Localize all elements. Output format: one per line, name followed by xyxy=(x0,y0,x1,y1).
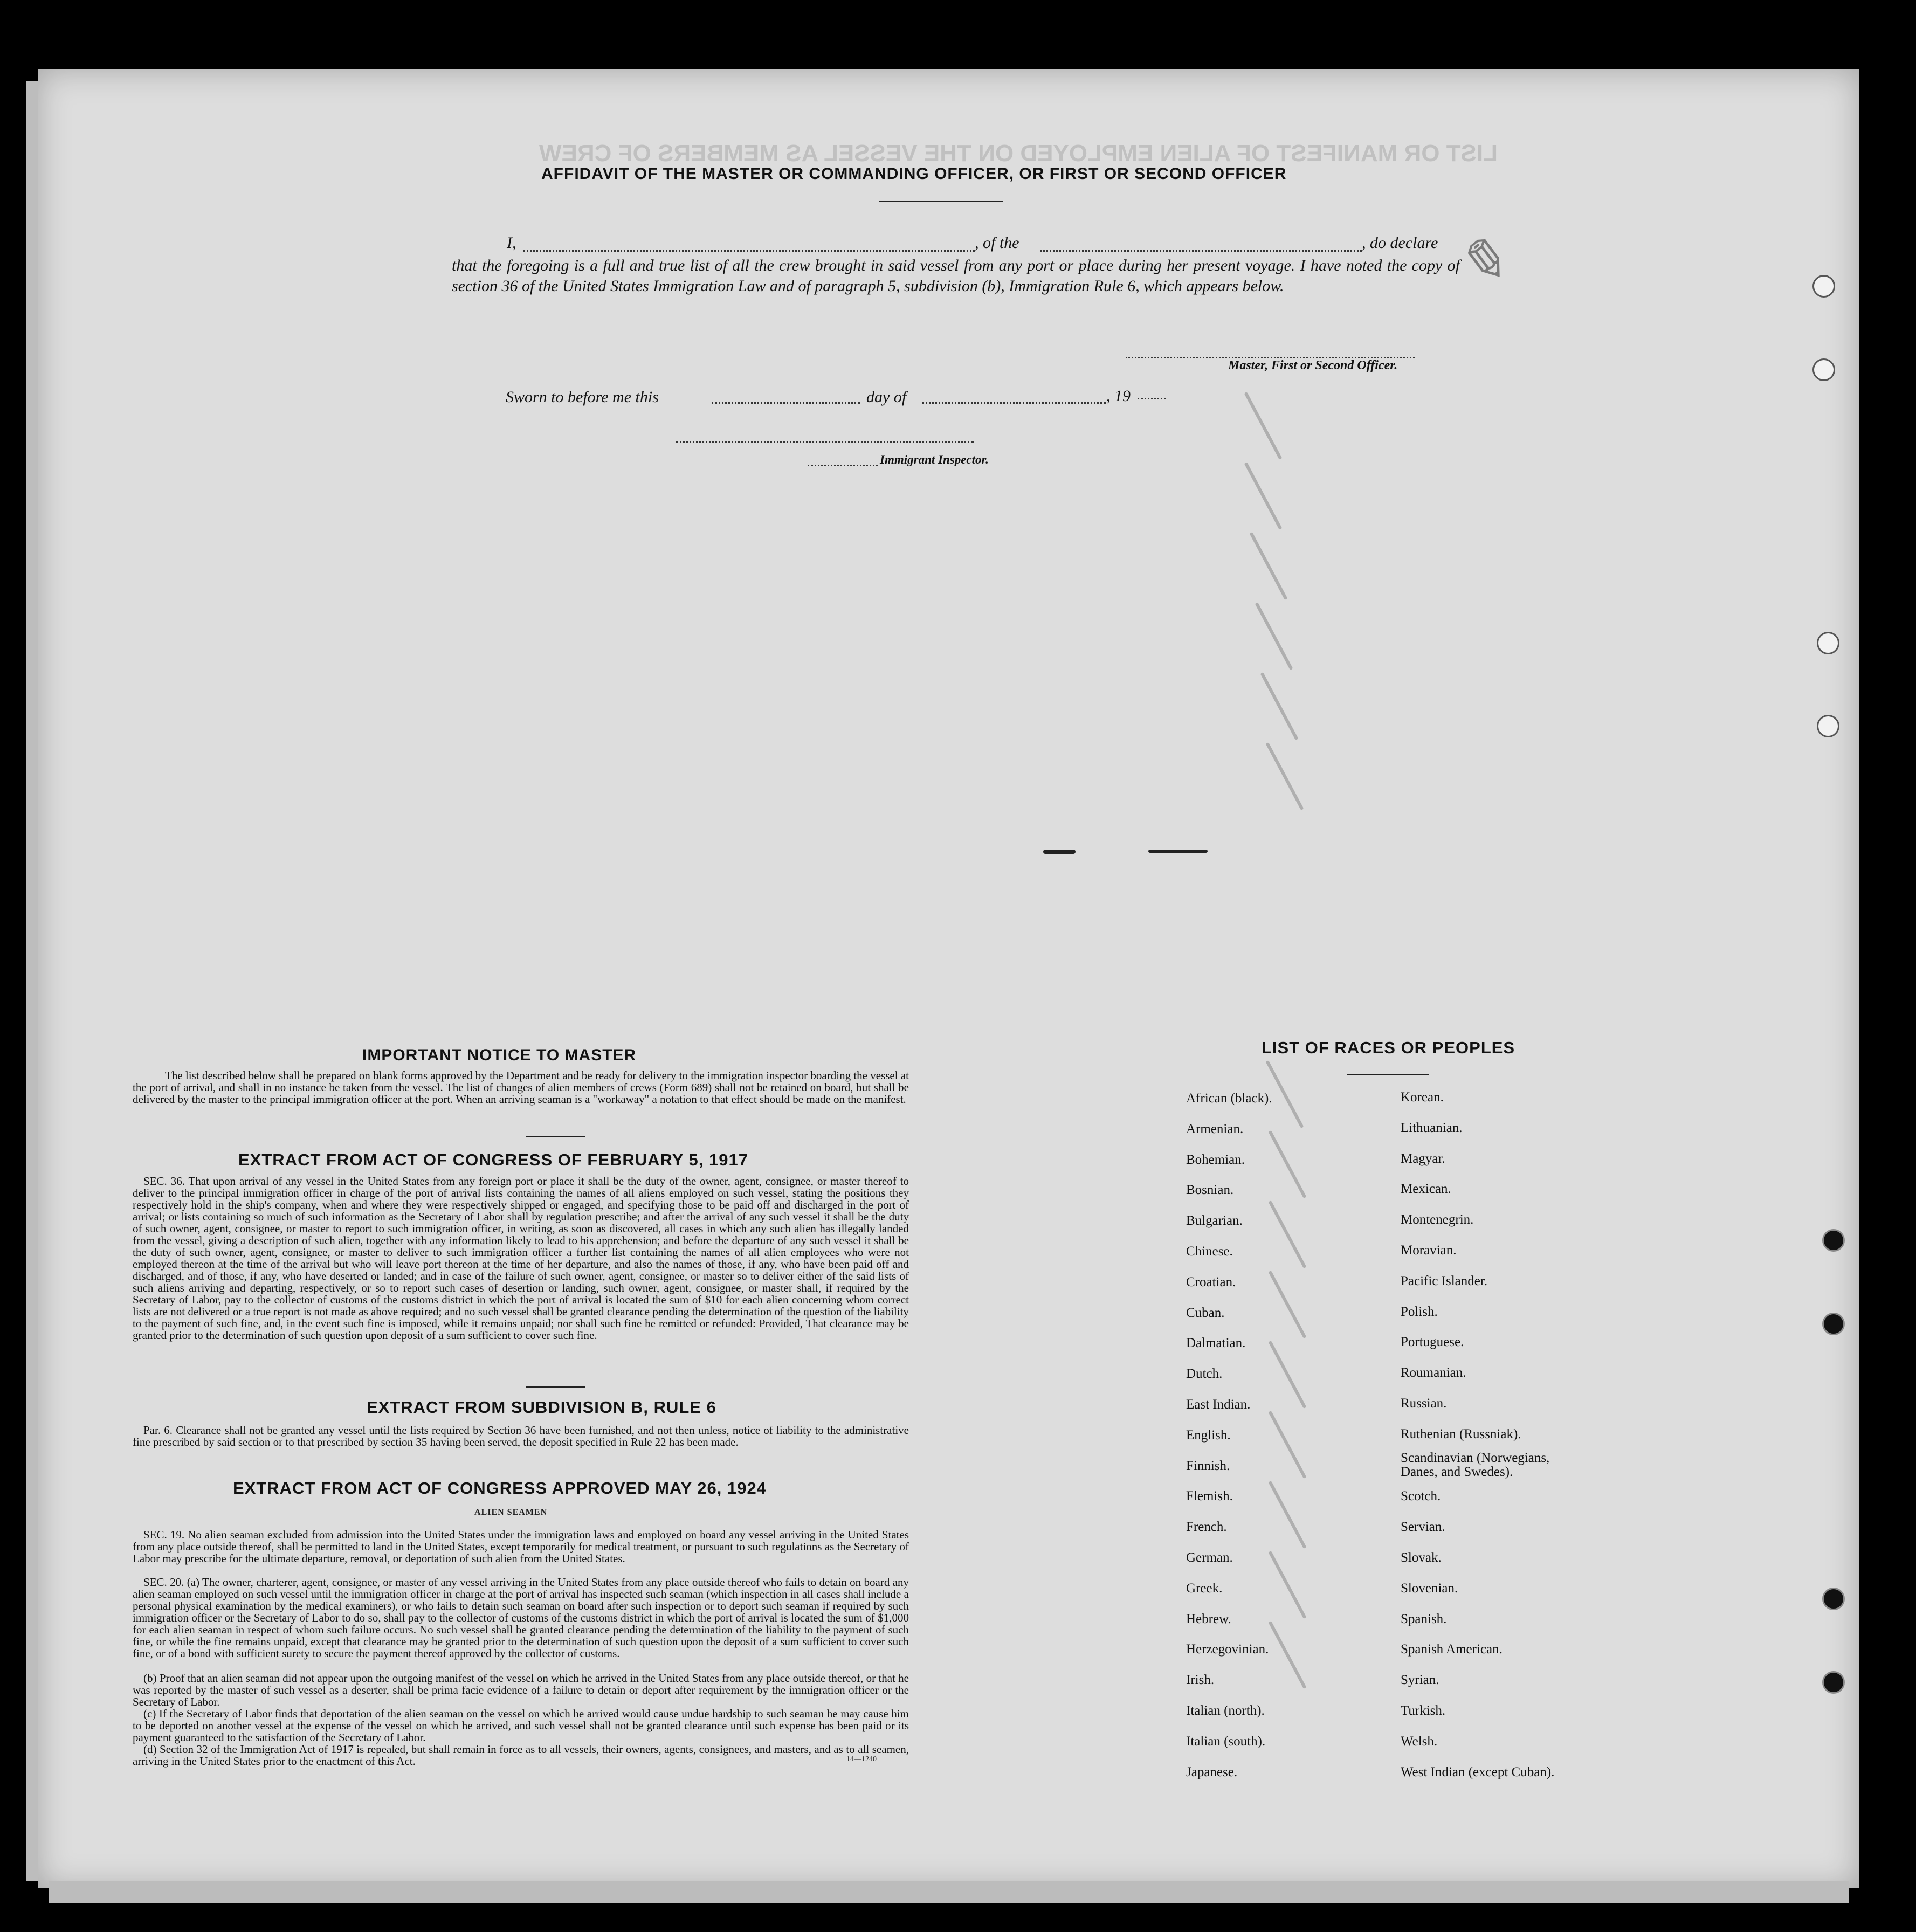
races-right-column xyxy=(1401,1082,1584,1788)
race-item: Spanish American. xyxy=(1401,1642,1503,1657)
race-item: Ruthenian (Russniak). xyxy=(1401,1426,1521,1441)
race-item: Lithuanian. xyxy=(1401,1120,1463,1135)
race-item: Montenegrin. xyxy=(1401,1212,1474,1227)
race-item: Bosnian. xyxy=(1186,1183,1234,1198)
title-rule xyxy=(879,201,1003,202)
section-rule xyxy=(526,1136,585,1137)
sec20b-body: (b) Proof that an alien seaman did not appear upon the outgoing manifest of the vessel on which he arrived in the United States from any place outside thereof, or that he was reported by the master of such vessel as a deserter, shall be prima facie evidence of a failure to detain or deport after requirement by the immigration officer or the Secretary of Labor. xyxy=(133,1672,909,1708)
race-item: Pacific Islander. xyxy=(1401,1273,1488,1288)
alien-seamen-subtitle: ALIEN SEAMEN xyxy=(474,1508,548,1517)
race-item: Cuban. xyxy=(1186,1305,1225,1320)
race-item: Irish. xyxy=(1186,1673,1215,1688)
extract-1917-title: EXTRACT FROM ACT OF CONGRESS OF FEBRUARY 5, 1917 xyxy=(238,1150,748,1169)
race-item: West Indian (except Cuban). xyxy=(1401,1764,1555,1779)
race-item: Bulgarian. xyxy=(1186,1213,1243,1229)
race-item: Dalmatian. xyxy=(1186,1336,1246,1351)
binder-hole xyxy=(1822,1671,1845,1694)
race-item: Korean. xyxy=(1401,1090,1444,1105)
race-item: Herzegovinian. xyxy=(1186,1642,1269,1657)
race-item: Slovenian. xyxy=(1401,1581,1458,1596)
extract-rule6-body: Par. 6. Clearance shall not be granted any vessel until the lists required by Section 36 have been furnished, and not then unless, notice of liability to the administrative fine prescribed by said section or to that prescribed by section 35 having been served, the deposit specified in Rule 22 has been made. xyxy=(133,1424,909,1448)
binder-hole xyxy=(1822,1588,1845,1610)
race-item: Hebrew. xyxy=(1186,1611,1231,1626)
extract-rule6-title: EXTRACT FROM SUBDIVISION B, RULE 6 xyxy=(367,1398,716,1417)
affidavit-body: that the foregoing is a full and true list of all the crew brought in said vessel from any port or place during her present voyage. I have noted the copy of section 36 of the United States Immigration Law and of paragraph 5, subdivision (b), Immigration Rule 6, which appears below. xyxy=(452,257,1460,295)
binder-hole xyxy=(1817,632,1839,654)
race-item: Welsh. xyxy=(1401,1734,1438,1749)
race-item: Scandinavian (Norwegians, Danes, and Swedes). xyxy=(1401,1450,1550,1479)
form-number: 14—1240 xyxy=(846,1755,877,1763)
sworn-day-line[interactable] xyxy=(712,402,860,404)
inspector-signature-line[interactable] xyxy=(676,441,974,443)
races-title: LIST OF RACES OR PEOPLES xyxy=(1262,1038,1515,1057)
race-item: Finnish. xyxy=(1186,1458,1230,1473)
bleed-through-text: LIST OR MANIFEST OF ALIEN EMPLOYED ON THE VESSEL AS MEMBERS OF CREW xyxy=(539,140,1498,167)
handwriting: ✎ xyxy=(1456,226,1506,295)
binder-hole xyxy=(1822,1229,1845,1252)
notice-body: The list described below shall be prepared on blank forms approved by the Department and be ready for delivery to the immigration inspector boarding the vessel at the port of arrival, and shall in no instance be taken from the vessel. The list of changes of alien members of crews (Form 689) shall not be retained on board, but shall be delivered by the master to the principal immigration officer at the port. When an arriving seaman is a "workaway" a notation to that effect should be made on the manifest. xyxy=(133,1069,909,1106)
affidavit-title: AFFIDAVIT OF THE MASTER OR COMMANDING OFFICER, OR FIRST OR SECOND OFFICER xyxy=(541,165,1287,183)
vessel-name-line[interactable] xyxy=(1040,250,1362,252)
extract-1917-body: SEC. 36. That upon arrival of any vessel in the United States from any foreign port or place it shall be the duty of the owner, agent, consignee, or master thereof to deliver to the principal immigration officer in charge of the port of arrival lists containing the names of all aliens employed on such vessel, stating the positions they respectively hold in the ship's company, when and where they were respectively shipped or engaged, and specifying those to be paid off and discharged in the port of arrival; or lists containing so much of such information as the Secretary of Labor shall by regulation prescribe; and after the arrival of any such vessel it shall be the duty of such owner, agent, consignee, or master to report to such immigration officer, in writing, as soon as discovered, all cases in which any such alien has illegally landed from the vessel, giving a description of such alien, together with any information likely to lead to his apprehension; and before the departure of any such vessel it shall be the duty of such owner, agent, consignee, or master to deliver to such immigration officer a further list containing the names of all alien employees who were not employed thereon at the time of the arrival but who will leave port thereon at the time of her departure, and also the names of those, if any, who have been paid off and discharged, and of those, if any, who have deserted or landed; and in case of the failure of such owner, agent, consignee, or master so to deliver either of the said lists of such aliens arriving and departing, respectively, or so to report such cases of desertion or landing, such owner, agent, consignee, or master shall, if required by the Secretary of Labor, pay to the collector of customs of the customs district in which the port of arrival is located the sum of $10 for each alien concerning whom correct lists are not delivered or a true report is not made as above required; and no such vessel shall be granted clearance pending the determination of the question of the liability to the payment of such fine, and, in the event such fine is imposed, while it remains unpaid; nor shall such fine be remitted or refunded: Provided, That clearance may be granted prior to the determination of such question upon deposit of a sum sufficient to cover such fine. xyxy=(133,1175,909,1342)
race-item: Syrian. xyxy=(1401,1673,1439,1688)
race-item: Polish. xyxy=(1401,1304,1438,1319)
race-item: French. xyxy=(1186,1520,1227,1535)
sec20c-body: (c) If the Secretary of Labor finds that deportation of the alien seaman on the vessel on which he arrived would cause undue hardship to such seaman he may cause him to be deported on another vessel at the expense of the vessel on which he arrived, and such vessel shall not be granted clearance until such expense has been paid or its payment guaranteed to the satisfaction of the Secretary of Labor. xyxy=(133,1707,909,1744)
race-item: Armenian. xyxy=(1186,1121,1244,1136)
race-item: Spanish. xyxy=(1401,1611,1447,1626)
of-the-label: , of the xyxy=(975,234,1019,252)
section-rule xyxy=(526,1386,585,1388)
race-item: Portuguese. xyxy=(1401,1335,1464,1350)
inspector-prefix-line xyxy=(808,465,878,466)
day-of-label: day of xyxy=(866,388,907,406)
year-label: , 19 xyxy=(1106,387,1131,405)
notice-title: IMPORTANT NOTICE TO MASTER xyxy=(362,1046,637,1064)
race-item: Bohemian. xyxy=(1186,1152,1245,1167)
race-item: Italian (north). xyxy=(1186,1703,1265,1718)
race-item: Slovak. xyxy=(1401,1550,1442,1565)
race-item: Flemish. xyxy=(1186,1489,1233,1504)
race-item: Dutch. xyxy=(1186,1367,1223,1382)
affidavit-i-label: I, xyxy=(507,234,516,252)
ink-smudge xyxy=(1043,850,1076,854)
race-item: English. xyxy=(1186,1427,1231,1443)
race-item: Croatian. xyxy=(1186,1274,1236,1289)
ink-smudge xyxy=(1148,850,1208,853)
race-item: Greek. xyxy=(1186,1581,1223,1596)
race-item: Mexican. xyxy=(1401,1182,1451,1197)
race-item: African (black). xyxy=(1186,1091,1272,1106)
binder-hole xyxy=(1812,358,1835,381)
page-edge-bottom xyxy=(49,1881,1849,1903)
race-item: Turkish. xyxy=(1401,1703,1446,1718)
extract-1924-title: EXTRACT FROM ACT OF CONGRESS APPROVED MAY 26, 1924 xyxy=(233,1479,767,1498)
binder-hole xyxy=(1822,1313,1845,1335)
race-item: Moravian. xyxy=(1401,1243,1457,1258)
binder-hole xyxy=(1817,715,1839,737)
races-title-rule xyxy=(1347,1074,1429,1075)
sworn-year-line[interactable] xyxy=(1138,398,1166,399)
master-name-line[interactable] xyxy=(523,250,975,252)
race-item: Magyar. xyxy=(1401,1151,1445,1166)
sworn-month-line[interactable] xyxy=(922,402,1106,404)
race-item: German. xyxy=(1186,1550,1233,1565)
race-item: Servian. xyxy=(1401,1520,1445,1535)
sec19-body: SEC. 19. No alien seaman excluded from admission into the United States under the immigration laws and employed on board any vessel arriving in the United States from any place outside thereof, shall be permitted to land in the United States, except temporarily for medical treatment, or pursuant to such regulations as the Secretary of Labor may prescribe for the ultimate departure, removal, or deportation of such alien from the United States. xyxy=(133,1528,909,1565)
race-item: East Indian. xyxy=(1186,1397,1251,1412)
race-item: Italian (south). xyxy=(1186,1734,1266,1749)
race-item: Japanese. xyxy=(1186,1764,1238,1779)
sworn-label: Sworn to before me this xyxy=(506,388,659,406)
race-item: Russian. xyxy=(1401,1396,1447,1411)
sec20d-body: (d) Section 32 of the Immigration Act of 1917 is repealed, but shall remain in force as to all vessels, their owners, agents, consignees, and masters, and as to all seamen, arriving in the United States prior to the enactment of this Act. xyxy=(133,1743,909,1768)
master-signature-caption: Master, First or Second Officer. xyxy=(1228,358,1398,372)
binder-hole xyxy=(1812,275,1835,298)
inspector-caption: Immigrant Inspector. xyxy=(880,453,989,466)
do-declare-label: , do declare xyxy=(1362,234,1438,252)
race-item: Roumanian. xyxy=(1401,1365,1466,1381)
race-item: Chinese. xyxy=(1186,1244,1233,1259)
races-left-column xyxy=(1186,1084,1272,1788)
sec20a-body: SEC. 20. (a) The owner, charterer, agent, consignee, or master of any vessel arriving in the United States from any place outside thereof who fails to detain on board any alien seaman employed on such vessel until the immigration officer in charge at the port of arrival has inspected such seaman (which inspection in all cases shall include a personal physical examination by the medical examiners), or who fails to detain such seaman on board after such inspection or to deport such seaman if required by such immigration officer or the Secretary of Labor to do so, shall pay to the collector of customs of the customs district in which the port of arrival is located the sum of $1,000 for each alien seaman in respect of whom such failure occurs. No such vessel shall be granted clearance pending the determination of the liability to the payment of such fine, or while the fine remains unpaid, except that clearance may be granted prior to the determination of such question upon the deposit of a sum sufficient to cover such fine, or of a bond with sufficient surety to secure the payment thereof approved by the collector of customs. xyxy=(133,1576,909,1660)
race-item: Scotch. xyxy=(1401,1489,1441,1504)
